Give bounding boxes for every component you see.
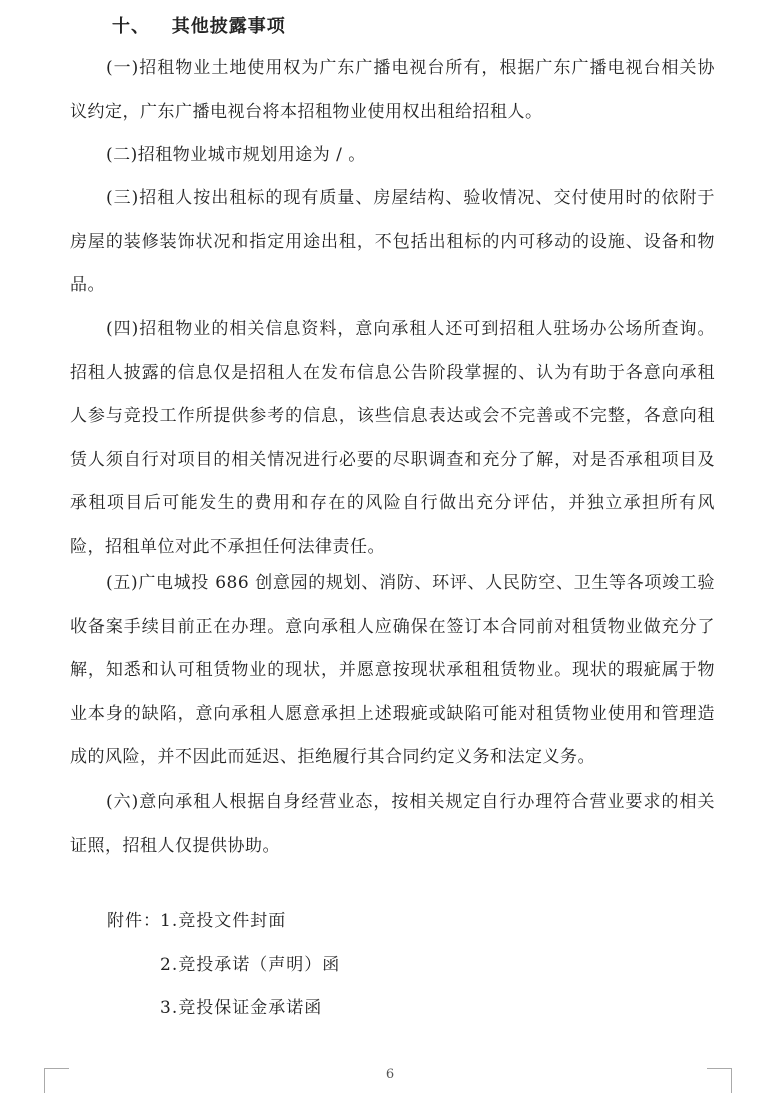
paragraph-3: (三)招租人按出租标的现有质量、房屋结构、验收情况、交付使用时的依附于房屋的装修装饰状况和指定用途出租，不包括出租标的内可移动的设施、设备和物品。 — [70, 188, 715, 295]
paragraph-5: (五)广电城投 686 创意园的规划、消防、环评、人民防空、卫生等各项竣工验收备案手续目前正在办理。意向承租人应确保在签订本合同前对租赁物业做充分了解，知悉和认可租赁物业的现状，并愿意按现状承租租赁物业。现状的瑕疵属于物业本身的缺陷，意向承租人愿意承担上述瑕疵或缺陷可能对租赁物业使用和管理造成的风险，并不因此而延迟、拒绝履行其合同约定义务和法定义务。 — [70, 573, 715, 767]
attachment-item-3: 3.竞投保证金承诺函 — [160, 998, 323, 1018]
paragraph-6: (六)意向承租人根据自身经营业态，按相关规定自行办理符合营业要求的相关证照，招租人仅提供协助。 — [70, 792, 715, 856]
paragraph-1: (一)招租物业土地使用权为广东广播电视台所有，根据广东广播电视台相关协议约定，广东广播电视台将本招租物业使用权出租给招租人。 — [70, 58, 715, 122]
paragraph-4: (四)招租物业的相关信息资料，意向承租人还可到招租人驻场办公场所查询。招租人披露的信息仅是招租人在发布信息公告阶段掌握的、认为有助于各意向承租人参与竞投工作所提供参考的信息，该些信息表达或会不完善或不完整，各意向租赁人须自行对项目的相关情况进行必要的尽职调查和充分了解，对是否承租项目及承租项目后可能发生的费用和存在的风险自行做出充分评估，并独立承担所有风险，招租单位对此不承担任何法律责任。 — [70, 319, 715, 557]
section-heading: 十、 其他披露事项 — [112, 16, 286, 37]
page-number: 6 — [385, 1067, 395, 1082]
attachment-item-1: 1.竞投文件封面 — [160, 911, 287, 931]
paragraph-2: (二)招租物业城市规划用途为 / 。 — [106, 145, 366, 165]
attachment-item-2: 2.竞投承诺（声明）函 — [160, 955, 341, 975]
attachments-label: 附件： — [107, 911, 161, 931]
